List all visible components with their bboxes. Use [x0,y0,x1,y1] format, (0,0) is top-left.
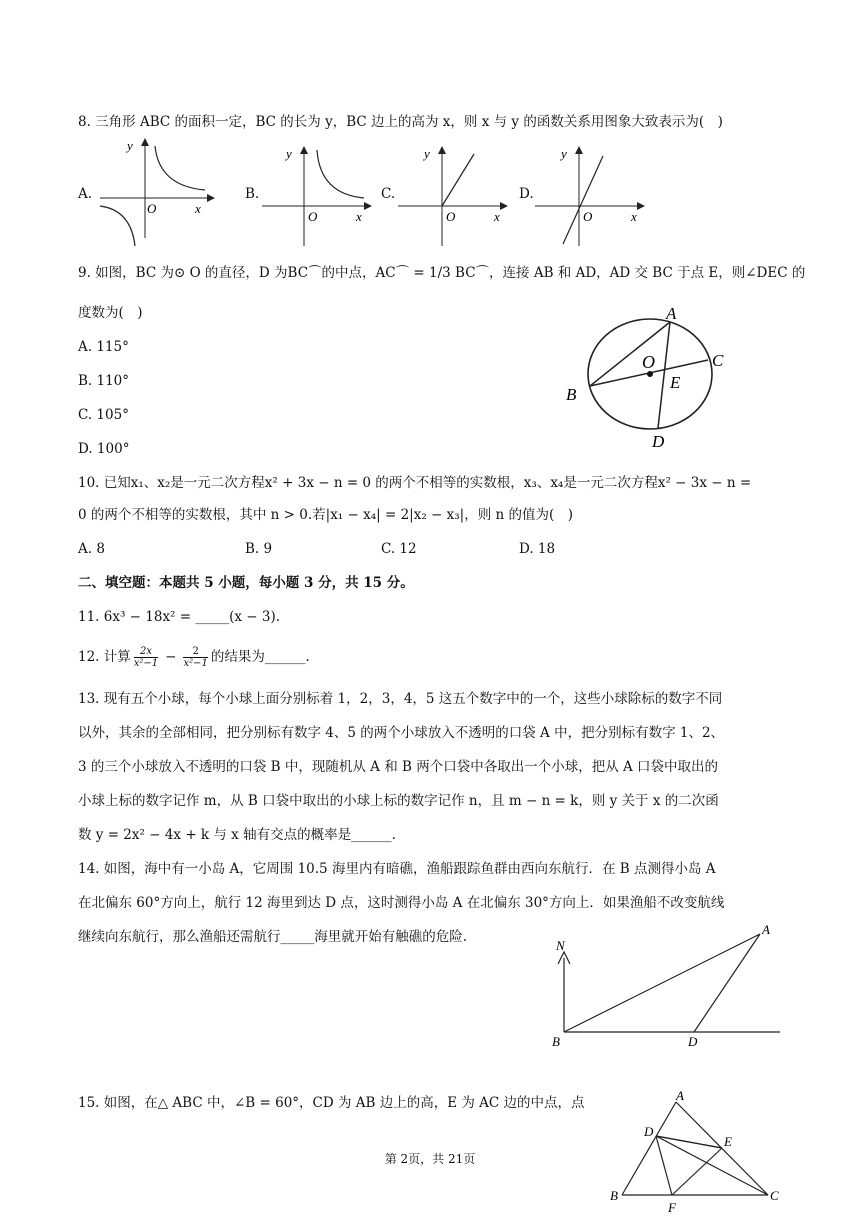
q14-label-b: B [552,1034,560,1049]
q15-stem: 15. 如图，在△ ABC 中，∠B = 60°，CD 为 AB 边上的高，E 为 AC 边的中点，点 [78,1095,585,1111]
q9-label-a: A [666,304,677,323]
q8a-y-label: y [127,138,133,153]
q10-option-d: D. 18 [519,541,556,557]
q9-stem-line2: 度数为( ) [78,305,143,321]
q8-graph-a [95,138,215,248]
q8-option-a-label: A. [78,186,93,202]
q8-graph-d [535,138,655,248]
q12 [78,642,310,672]
q8-graph-c [398,138,518,248]
q8b-y-label: y [286,146,292,161]
q8c-origin-label: O [446,209,456,224]
q8-option-c-label: C. [381,186,396,202]
q9-label-o: O [642,352,655,372]
section-2-heading: 二、填空题：本题共 5 小题，每小题 3 分，共 15 分。 [78,575,414,591]
q8c-y-label: y [424,146,430,161]
q12-fraction-1 [134,646,158,669]
q10-option-c: C. 12 [381,541,417,557]
q8d-y-label: y [561,146,567,161]
q10-stem-line2: 0 的两个不相等的实数根，其中 n > 0.若|x₁ − x₄| = 2|x₂ − x₃|，则 n 的值为( ) [78,507,574,523]
q8-option-d-label: D. [519,186,534,202]
q15-label-e: E [724,1134,732,1149]
q12-frac1-den: x²−1 [133,657,159,669]
q8d-origin-label: O [583,209,593,224]
q9-option-a: A. 115° [78,339,129,355]
q12-frac2-den: x²−1 [183,657,208,669]
q12-prefix: 12. 计算 [78,649,131,665]
q13-line-5: 数 y = 2x² − 4x + k 与 x 轴有交点的概率是______. [78,827,396,843]
page-footer: 第 2页，共 21页 [384,1152,476,1166]
q14-label-n: N [556,938,565,953]
q10-option-a: A. 8 [78,541,105,557]
q14-label-d: D [688,1034,698,1049]
q8d-x-label: x [631,209,637,224]
q8-graph-b [262,138,382,248]
q14-line-2: 在北偏东 60°方向上，航行 12 海里到达 D 点，这时测得小岛 A 在北偏东 30°方向上．如果渔船不改变航线 [78,895,725,911]
q14-line-3: 继续向东航行，那么渔船还需航行_____海里就开始有触礁的危险. [78,929,468,945]
q12-frac2-num: 2 [192,645,199,657]
q8-option-b-label: B. [245,186,260,202]
q9-option-b: B. 110° [78,373,130,389]
q13-line-1: 13. 现有五个小球，每个小球上面分别标着 1，2，3，4，5 这五个数字中的一个，这些小球除标的数字不同 [78,691,723,707]
q15-label-f: F [668,1200,676,1215]
q9-label-e: E [670,373,681,392]
q12-frac1-num: 2x [139,645,152,657]
q10-stem-line1: 10. 已知x₁、x₂是一元二次方程x² + 3x − n = 0 的两个不相等的实数根，x₃、x₄是一元二次方程x² − 3x − n = [78,475,752,491]
q13-line-3: 3 的三个小球放入不透明的口袋 B 中，现随机从 A 和 B 两个口袋中各取出一个小球，把从 A 口袋中取出的 [78,759,719,775]
q13-line-2: 以外，其余的全部相同，把分别标有数字 4、5 的两个小球放入不透明的口袋 A 中，把分别标有数字 1、2、 [78,725,725,741]
q9-stem-line1: 9. 如图，BC 为⊙ O 的直径，D 为BC⌒的中点，AC⌒ = 1/3 BC⌒，连接 AB 和 AD，AD 交 BC 于点 E，则∠DEC 的 [78,265,806,281]
q15-label-a: A [676,1088,684,1103]
q14-navigation-figure [548,922,788,1049]
q15-label-b: B [610,1188,618,1203]
q9-option-d: D. 100° [78,441,130,457]
q8b-origin-label: O [308,209,318,224]
q9-option-c: C. 105° [78,407,129,423]
q8b-x-label: x [356,209,362,224]
q14-line-1: 14. 如图，海中有一小岛 A，它周围 10.5 海里内有暗礁，渔船跟踪鱼群由西向东航行．在 B 点测得小岛 A [78,861,716,877]
q8a-origin-label: O [147,201,157,216]
q9-label-d: D [652,432,665,451]
q12-minus: − [165,649,177,665]
q14-label-a: A [762,922,770,937]
q15-label-d: D [644,1124,654,1139]
q11: 11. 6x³ − 18x² = _____(x − 3). [78,609,281,625]
q12-fraction-2 [183,646,207,669]
q12-suffix: 的结果为______. [210,649,310,665]
q9-label-b: B [566,385,577,404]
q9-circle-figure [562,302,742,452]
q9-label-c: C [712,351,724,370]
q15-label-c: C [770,1188,779,1203]
q8-stem: 8. 三角形 ABC 的面积一定，BC 的长为 y，BC 边上的高为 x，则 x 与 y 的函数关系用图象大致表示为( ) [78,114,723,130]
q13-line-4: 小球上标的数字记作 m，从 B 口袋中取出的小球上标的数字记作 n，且 m − n = k，则 y 关于 x 的二次函 [78,793,719,809]
q8c-x-label: x [494,209,500,224]
q10-option-b: B. 9 [245,541,273,557]
q8a-x-label: x [195,201,201,216]
